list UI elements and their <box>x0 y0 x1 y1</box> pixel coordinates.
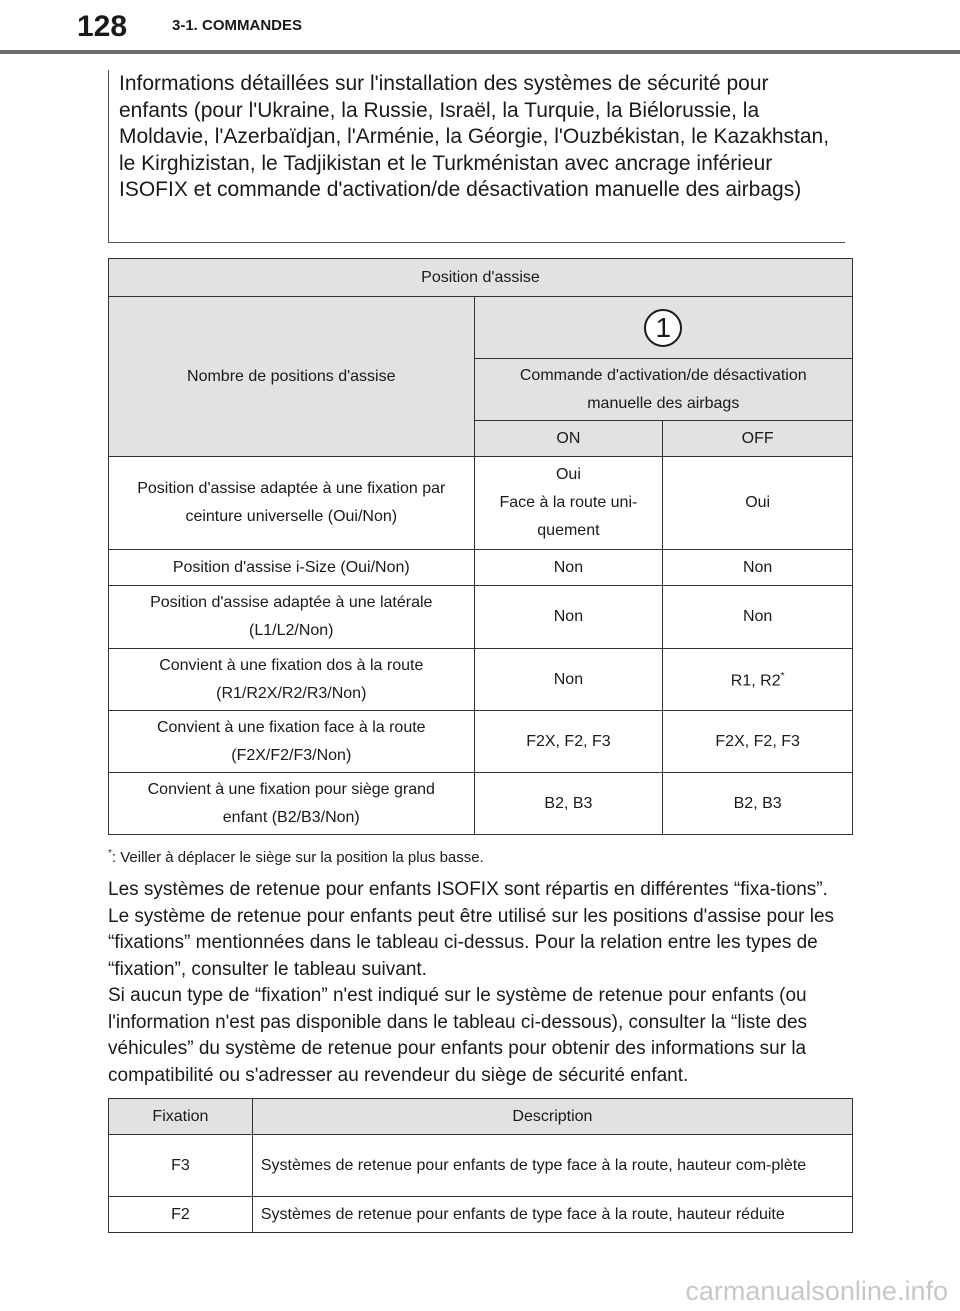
table-header-seating-position: Position d'assise <box>109 259 853 297</box>
body-paragraph: Si aucun type de “fixation” n'est indiqué sur le système de retenue pour enfants (ou l'information n'est pas disponible dans le tableau ci-dessous), consulter la “liste des véhicules” du système de retenue pour enfants pour obtenir des informations sur la compatibilité ou s'adresser au revendeur du siège de sécurité enfant. <box>108 985 808 1086</box>
airbag-switch-label <box>474 359 852 421</box>
fixation-description: Systèmes de retenue pour enfants de type face à la route, hauteur com-plète <box>252 1135 852 1197</box>
row-label-line2: (F2X/F2/F3/Non) <box>231 746 352 764</box>
table-row <box>109 550 853 586</box>
footnote-text: : Veiller à déplacer le siège sur la position la plus basse. <box>111 849 484 866</box>
fixation-table <box>108 1098 853 1233</box>
row-label-line2: (R1/R2X/R2/R3/Non) <box>216 684 367 702</box>
fixation-code: F3 <box>109 1135 253 1197</box>
row-label-line1: Position d'assise adaptée à une latérale <box>150 594 433 611</box>
position-number-cell <box>474 297 852 359</box>
row-label-line1: Position d'assise adaptée à une fixation par <box>137 480 446 497</box>
cell-off-value: R1, R2 <box>730 672 781 690</box>
body-paragraph: Les systèmes de retenue pour enfants ISOFIX sont répartis en différentes “fixa-tions”. Le système de retenue pour enfants peut être utilisé sur les positions d'assise pour les “fixations” mentionnées dans le tableau ci-dessus. Pour la relation entre les types de “fixation”, consulter le tableau suivant. <box>108 879 835 980</box>
cell-off: B2, B3 <box>663 773 853 835</box>
row-label-line1: Convient à une fixation face à la route <box>156 718 426 736</box>
table-row <box>109 1135 853 1197</box>
table-row <box>109 1197 853 1233</box>
watermark: carmanualsonline.info <box>685 1276 948 1306</box>
footnote-mark: * <box>780 671 785 683</box>
row-label-line1: Convient à une fixation pour siège grand <box>147 780 435 798</box>
cell-on: Non <box>474 550 663 586</box>
cell-on-line1: Oui <box>555 466 581 483</box>
cell-on: B2, B3 <box>474 773 663 835</box>
row-label <box>109 586 475 649</box>
cell-on: Non <box>474 586 663 649</box>
section-title: 3-1. COMMANDES <box>172 17 303 34</box>
description-col-header: Description <box>252 1099 852 1135</box>
table-row <box>109 649 853 711</box>
footnote <box>108 844 484 868</box>
cell-on: Non <box>474 649 663 711</box>
table-row <box>109 457 853 550</box>
cell-on-line3: quement <box>537 522 600 539</box>
seating-position-table <box>108 258 853 835</box>
cell-off: F2X, F2, F3 <box>663 711 853 773</box>
table-row <box>109 711 853 773</box>
row-label-line2: (L1/L2/Non) <box>249 622 334 639</box>
fixation-code: F2 <box>109 1197 253 1233</box>
fixation-col-header: Fixation <box>109 1099 253 1135</box>
intro-box <box>108 70 845 243</box>
row-label <box>109 649 475 711</box>
fixation-description: Systèmes de retenue pour enfants de type face à la route, hauteur réduite <box>252 1197 852 1233</box>
row-label <box>109 773 475 835</box>
seat-position-1-icon: 1 <box>644 309 682 347</box>
row-label <box>109 711 475 773</box>
row-label: Position d'assise i-Size (Oui/Non) <box>109 550 475 586</box>
row-label <box>109 457 475 550</box>
page-number: 128 <box>77 10 128 43</box>
cell-on <box>474 457 663 550</box>
switch-on-header: ON <box>474 421 663 457</box>
airbag-switch-label-line1: Commande d'activation/de désactivation <box>519 366 807 384</box>
row-label-line1: Convient à une fixation dos à la route <box>159 656 424 674</box>
footnote-mark: * <box>108 848 112 859</box>
intro-heading: Informations détaillées sur l'installation des systèmes de sécurité pour enfants (pour l'Ukraine, la Russie, Israël, la Turquie, la Biélorussie, la Moldavie, l'Azerbaïdjan, l'Arménie, la Géorgie, l'Ouzbékistan, le Kazakhstan, le Kirghizistan, le Tadjikistan et le Turkménistan avec ancrage inférieur ISOFIX et commande d'activation/de désactivation manuelle des airbags) <box>119 72 830 202</box>
switch-off-header: OFF <box>663 421 853 457</box>
row-label-seating-positions: Nombre de positions d'assise <box>109 297 475 457</box>
header-rule <box>0 50 960 54</box>
cell-on: F2X, F2, F3 <box>474 711 663 773</box>
airbag-switch-label-line2: manuelle des airbags <box>587 394 740 412</box>
cell-on-line2: Face à la route uni- <box>499 494 638 511</box>
table-row <box>109 586 853 649</box>
cell-off: Oui <box>663 457 853 550</box>
row-label-line2: ceinture universelle (Oui/Non) <box>185 508 398 525</box>
cell-off <box>663 649 853 711</box>
row-label-line2: enfant (B2/B3/Non) <box>222 808 360 826</box>
table-row <box>109 773 853 835</box>
cell-off: Non <box>663 586 853 649</box>
cell-off: Non <box>663 550 853 586</box>
body-text <box>108 877 848 1089</box>
